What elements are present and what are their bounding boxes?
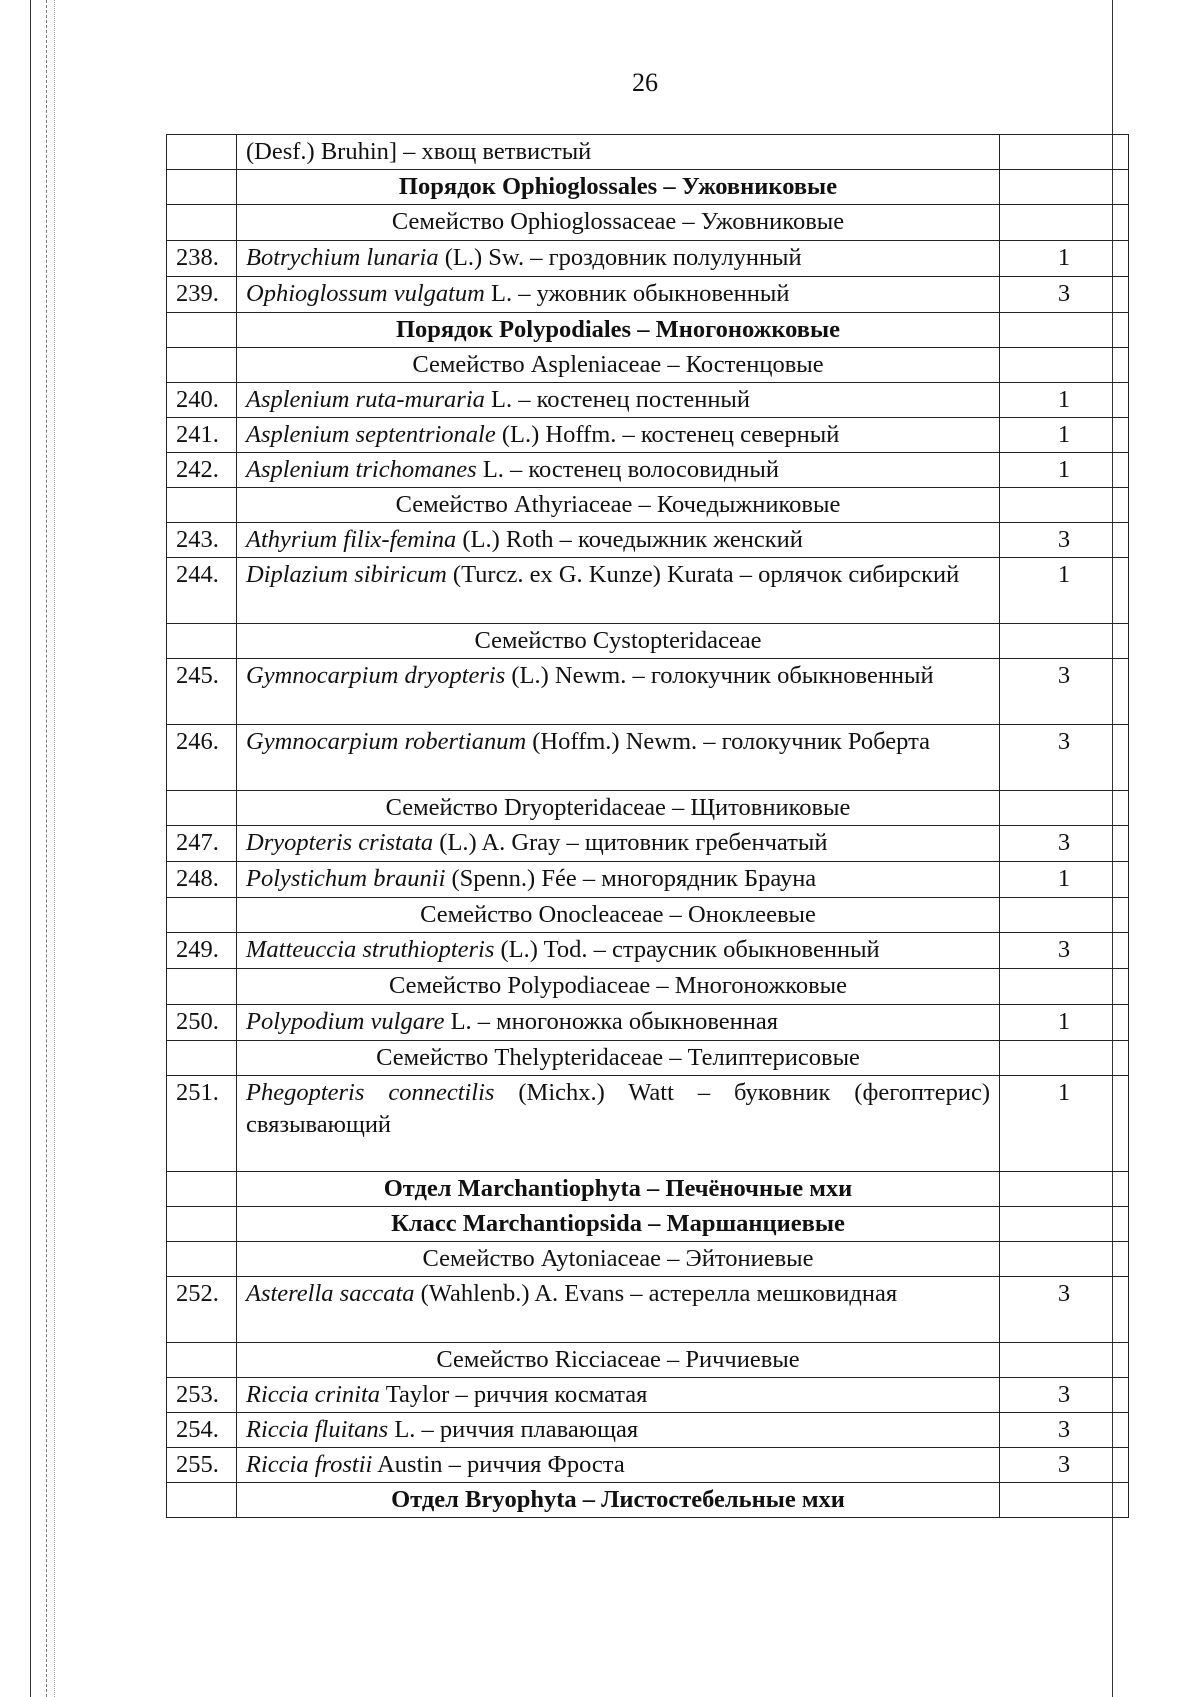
family-row (167, 1242, 1129, 1277)
species-number: 248. (167, 862, 237, 898)
species-row (167, 1076, 1129, 1172)
row-category-cell (1000, 624, 1129, 659)
species-category: 1 (1000, 418, 1129, 453)
species-latin-name: Riccia fluitans (246, 1416, 389, 1443)
scan-edge-left-dashed (46, 0, 48, 1697)
family-row (167, 969, 1129, 1005)
species-number: 241. (167, 418, 237, 453)
row-category-cell (1000, 1343, 1129, 1378)
family-row (167, 205, 1129, 241)
species-authority-and-common-name: L. – костенец волосовидный (476, 456, 779, 483)
species-row (167, 1005, 1129, 1041)
species-row (167, 862, 1129, 898)
species-row (167, 558, 1129, 624)
species-latin-name: Polystichum braunii (246, 865, 446, 892)
species-latin-name: Ophioglossum vulgatum (246, 280, 485, 307)
species-row (167, 1378, 1129, 1413)
species-authority-and-common-name: (Turcz. ex G. Kunze) Kurata – орлячок сибирский (446, 561, 960, 588)
family-row (167, 898, 1129, 933)
species-name (237, 1076, 1000, 1172)
family-heading: Семейство Ricciaceae – Риччиевые (237, 1343, 1000, 1378)
species-latin-name: Phegopteris connectilis (246, 1079, 495, 1106)
species-category: 3 (1000, 523, 1129, 558)
species-number: 243. (167, 523, 237, 558)
species-row (167, 277, 1129, 313)
scan-edge-left-dotted (54, 0, 56, 1697)
row-number-cell (167, 170, 237, 205)
family-heading: Семейство Thelypteridaceae – Телиптерисовые (237, 1041, 1000, 1076)
species-name (237, 558, 1000, 624)
species-number: 239. (167, 277, 237, 313)
species-number: 245. (167, 659, 237, 725)
row-category-cell (1000, 170, 1129, 205)
species-name (237, 383, 1000, 418)
row-number-cell (167, 1207, 237, 1242)
order-row (167, 313, 1129, 348)
family-heading: Семейство Onocleaceae – Оноклеевые (237, 898, 1000, 933)
species-name (237, 1378, 1000, 1413)
row-number-cell (167, 488, 237, 523)
species-row (167, 1448, 1129, 1483)
species-latin-name: Riccia crinita (246, 1381, 381, 1408)
row-number-cell (167, 898, 237, 933)
row-number-cell (167, 1483, 237, 1518)
species-category: 3 (1000, 659, 1129, 725)
family-row (167, 488, 1129, 523)
family-row (167, 791, 1129, 826)
species-name (237, 862, 1000, 898)
species-name (237, 453, 1000, 488)
species-name (237, 1005, 1000, 1041)
species-table-body (167, 135, 1129, 1518)
species-number: 251. (167, 1076, 237, 1172)
species-row (167, 1413, 1129, 1448)
species-number: 254. (167, 1413, 237, 1448)
species-category: 3 (1000, 277, 1129, 313)
row-category-cell (1000, 313, 1129, 348)
species-row (167, 383, 1129, 418)
species-name (237, 826, 1000, 862)
species-authority-and-common-name: L. – риччия плавающая (388, 1416, 639, 1443)
species-category: 3 (1000, 826, 1129, 862)
species-number: 253. (167, 1378, 237, 1413)
row-number-cell (167, 205, 237, 241)
row-category-cell (1000, 348, 1129, 383)
species-latin-name: Diplazium sibiricum (246, 561, 447, 588)
species-category: 3 (1000, 725, 1129, 791)
species-authority-and-common-name: (L.) Tod. – страусник обыкновенный (494, 936, 880, 963)
row-name-cell: (Desf.) Bruhin] – хвощ ветвистый (237, 135, 1000, 170)
species-row (167, 725, 1129, 791)
family-heading: Семейство Ophioglossaceae – Ужовниковые (237, 205, 1000, 241)
row-category-cell (1000, 1172, 1129, 1207)
row-category-cell (1000, 205, 1129, 241)
species-name (237, 1448, 1000, 1483)
family-row (167, 624, 1129, 659)
species-latin-name: Asplenium ruta-muraria (246, 386, 485, 413)
species-latin-name: Botrychium lunaria (246, 244, 439, 271)
species-authority-and-common-name: (L.) Hoffm. – костенец северный (495, 421, 840, 448)
species-number: 244. (167, 558, 237, 624)
row-number-cell (167, 135, 237, 170)
family-heading: Семейство Aytoniaceae – Эйтониевые (237, 1242, 1000, 1277)
species-category: 3 (1000, 933, 1129, 969)
species-latin-name: Asterella saccata (246, 1280, 415, 1307)
order-row (167, 1172, 1129, 1207)
species-category: 1 (1000, 1005, 1129, 1041)
row-category-cell (1000, 1483, 1129, 1518)
order-row (167, 170, 1129, 205)
row-category-cell (1000, 969, 1129, 1005)
species-number: 247. (167, 826, 237, 862)
species-category: 1 (1000, 862, 1129, 898)
row-number-cell (167, 1343, 237, 1378)
species-authority-and-common-name: L. – многоножка обыкновенная (444, 1008, 779, 1035)
species-authority-and-common-name: (Wahlenb.) A. Evans – астерелла мешковидная (414, 1280, 898, 1307)
species-number: 238. (167, 241, 237, 277)
species-name (237, 933, 1000, 969)
species-category: 3 (1000, 1413, 1129, 1448)
species-number: 242. (167, 453, 237, 488)
family-heading: Семейство Dryopteridaceae – Щитовниковые (237, 791, 1000, 826)
species-name (237, 277, 1000, 313)
family-row (167, 1041, 1129, 1076)
row-number-cell (167, 313, 237, 348)
species-authority-and-common-name: (L.) Sw. – гроздовник полулунный (438, 244, 802, 271)
species-latin-name: Athyrium filix-femina (246, 526, 457, 553)
species-row (167, 826, 1129, 862)
species-row (167, 453, 1129, 488)
species-row (167, 659, 1129, 725)
row-category-cell (1000, 898, 1129, 933)
species-row (167, 933, 1129, 969)
species-name (237, 523, 1000, 558)
species-authority-and-common-name: (Hoffm.) Newm. – голокучник Роберта (526, 728, 930, 755)
order-heading: Порядок Polypodiales – Многоножковые (237, 313, 1000, 348)
species-row (167, 418, 1129, 453)
species-authority-and-common-name: Taylor – риччия косматая (380, 1381, 648, 1408)
species-latin-name: Asplenium trichomanes (246, 456, 477, 483)
species-latin-name: Polypodium vulgare (246, 1008, 445, 1035)
row-number-cell (167, 348, 237, 383)
row-number-cell (167, 1041, 237, 1076)
species-authority-and-common-name: (L.) Roth – кочедыжник женский (456, 526, 803, 553)
family-heading: Семейство Polypodiaceae – Многоножковые (237, 969, 1000, 1005)
order-heading: Порядок Ophioglossales – Ужовниковые (237, 170, 1000, 205)
species-name (237, 418, 1000, 453)
row-category-cell (1000, 1041, 1129, 1076)
row-category-cell (1000, 1242, 1129, 1277)
row-number-cell (167, 969, 237, 1005)
family-row (167, 1343, 1129, 1378)
species-authority-and-common-name: L. – ужовник обыкновенный (484, 280, 790, 307)
family-heading: Семейство Aspleniaceae – Костенцовые (237, 348, 1000, 383)
species-authority-and-common-name: Austin – риччия Фроста (372, 1451, 625, 1478)
species-row (167, 523, 1129, 558)
page-number: 26 (632, 68, 658, 97)
order-row (167, 1483, 1129, 1518)
species-number: 255. (167, 1448, 237, 1483)
row-number-cell (167, 1172, 237, 1207)
species-number: 249. (167, 933, 237, 969)
species-category: 1 (1000, 453, 1129, 488)
species-table (166, 134, 1129, 1518)
species-latin-name: Matteuccia struthiopteris (246, 936, 495, 963)
species-latin-name: Gymnocarpium dryopteris (246, 662, 506, 689)
species-authority-and-common-name: L. – костенец постенный (484, 386, 751, 413)
species-latin-name: Gymnocarpium robertianum (246, 728, 527, 755)
row-category-cell (1000, 135, 1129, 170)
division-heading: Отдел Marchantiophyta – Печёночные мхи (237, 1172, 1000, 1207)
species-category: 1 (1000, 1076, 1129, 1172)
species-name (237, 659, 1000, 725)
species-category: 3 (1000, 1277, 1129, 1343)
family-heading: Семейство Athyriaceae – Кочедыжниковые (237, 488, 1000, 523)
species-number: 240. (167, 383, 237, 418)
species-name (237, 725, 1000, 791)
family-row (167, 348, 1129, 383)
species-category: 3 (1000, 1448, 1129, 1483)
row-category-cell (1000, 791, 1129, 826)
species-name (237, 1413, 1000, 1448)
species-row (167, 1277, 1129, 1343)
species-category: 1 (1000, 383, 1129, 418)
species-authority-and-common-name: (L.) Newm. – голокучник обыкновенный (505, 662, 934, 689)
species-number: 246. (167, 725, 237, 791)
species-number: 250. (167, 1005, 237, 1041)
row-category-cell (1000, 1207, 1129, 1242)
division-heading: Отдел Bryophyta – Листостебельные мхи (237, 1483, 1000, 1518)
species-category: 3 (1000, 1378, 1129, 1413)
species-row (167, 241, 1129, 277)
species-category: 1 (1000, 558, 1129, 624)
row-category-cell (1000, 488, 1129, 523)
species-authority-and-common-name: (Spenn.) Fée – многорядник Брауна (445, 865, 817, 892)
species-latin-name: Asplenium septentrionale (246, 421, 496, 448)
scan-edge-left (30, 0, 31, 1697)
row-number-cell (167, 1242, 237, 1277)
row-number-cell (167, 624, 237, 659)
species-latin-name: Dryopteris cristata (246, 829, 434, 856)
class-heading: Класс Marchantiopsida – Маршанциевые (237, 1207, 1000, 1242)
table-row (167, 135, 1129, 170)
species-category: 1 (1000, 241, 1129, 277)
species-name (237, 1277, 1000, 1343)
species-latin-name: Riccia frostii (246, 1451, 373, 1478)
family-heading: Семейство Cystopteridaceae (237, 624, 1000, 659)
species-name (237, 241, 1000, 277)
species-number: 252. (167, 1277, 237, 1343)
order-row (167, 1207, 1129, 1242)
row-number-cell (167, 791, 237, 826)
species-authority-and-common-name: (Michx.) Watt – буковник (фегоптерис) связывающий (246, 1079, 990, 1138)
species-authority-and-common-name: (L.) A. Gray – щитовник гребенчатый (433, 829, 828, 856)
